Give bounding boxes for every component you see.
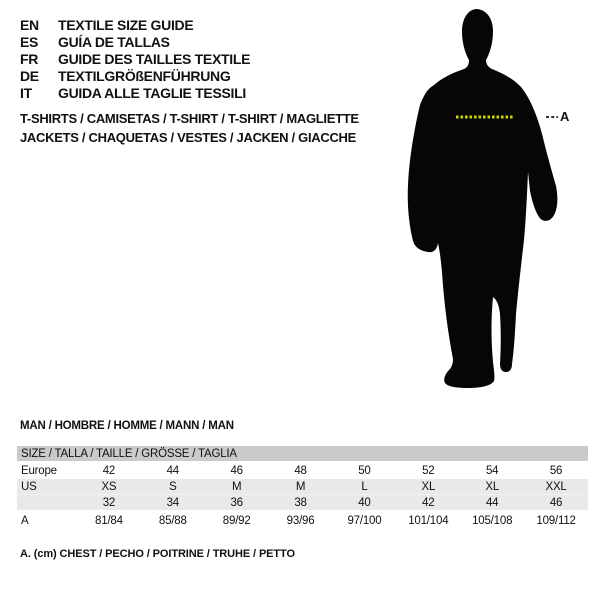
size-cell: 44 bbox=[141, 462, 205, 480]
size-cell: L bbox=[333, 479, 397, 495]
language-row-es bbox=[20, 34, 250, 51]
size-cell: 85/88 bbox=[141, 510, 205, 531]
size-cell: XS bbox=[77, 479, 141, 495]
size-cell: 50 bbox=[333, 462, 397, 480]
size-cell: 38 bbox=[269, 495, 333, 511]
size-cell: 56 bbox=[524, 462, 588, 480]
size-cell: XXL bbox=[524, 479, 588, 495]
category-jackets: JACKETS / CHAQUETAS / VESTES / JACKEN / GIACCHE bbox=[20, 130, 356, 145]
table-row-numeric bbox=[17, 495, 588, 511]
language-code: FR bbox=[20, 51, 39, 67]
man-silhouette bbox=[408, 9, 558, 388]
row-label: A bbox=[17, 510, 77, 531]
language-code: EN bbox=[20, 17, 39, 33]
language-code: DE bbox=[20, 68, 39, 84]
size-cell: 42 bbox=[396, 495, 460, 511]
size-cell: 101/104 bbox=[396, 510, 460, 531]
size-cell: XL bbox=[396, 479, 460, 495]
size-cell: 97/100 bbox=[333, 510, 397, 531]
size-cell: 42 bbox=[77, 462, 141, 480]
table-row-chest-cm bbox=[17, 510, 588, 531]
measurement-legend: A. (cm) CHEST / PECHO / POITRINE / TRUHE / PETTO bbox=[20, 548, 295, 560]
language-row-fr bbox=[20, 51, 250, 68]
row-label bbox=[17, 495, 77, 511]
size-cell: 34 bbox=[141, 495, 205, 511]
size-cell: S bbox=[141, 479, 205, 495]
size-cell: 81/84 bbox=[77, 510, 141, 531]
size-cell: M bbox=[269, 479, 333, 495]
language-code: IT bbox=[20, 85, 32, 101]
size-cell: 54 bbox=[460, 462, 524, 480]
table-row-europe bbox=[17, 462, 588, 480]
size-cell: 32 bbox=[77, 495, 141, 511]
size-cell: XL bbox=[460, 479, 524, 495]
row-label: Europe bbox=[17, 462, 77, 480]
size-cell: M bbox=[205, 479, 269, 495]
language-row-it bbox=[20, 85, 250, 102]
section-title: MAN / HOMBRE / HOMME / MANN / MAN bbox=[20, 420, 234, 432]
language-title: TEXTILGRÖßENFÜHRUNG bbox=[58, 68, 231, 84]
size-cell: 89/92 bbox=[205, 510, 269, 531]
size-cell: 109/112 bbox=[524, 510, 588, 531]
size-cell: 48 bbox=[269, 462, 333, 480]
language-code: ES bbox=[20, 34, 39, 50]
row-label: US bbox=[17, 479, 77, 495]
size-table-header: SIZE / TALLA / TAILLE / GRÖSSE / TAGLIA bbox=[17, 446, 588, 462]
size-cell: 93/96 bbox=[269, 510, 333, 531]
size-cell: 52 bbox=[396, 462, 460, 480]
language-title: TEXTILE SIZE GUIDE bbox=[58, 17, 194, 33]
language-row-en bbox=[20, 17, 250, 34]
language-title: GUÍA DE TALLAS bbox=[58, 34, 170, 50]
size-table bbox=[17, 446, 588, 531]
language-row-de bbox=[20, 68, 250, 85]
language-list bbox=[20, 17, 250, 102]
category-tshirts: T-SHIRTS / CAMISETAS / T-SHIRT / T-SHIRT / MAGLIETTE bbox=[20, 111, 359, 126]
size-cell: 40 bbox=[333, 495, 397, 511]
language-title: GUIDE DES TAILLES TEXTILE bbox=[58, 51, 251, 67]
size-cell: 46 bbox=[205, 462, 269, 480]
garment-categories bbox=[20, 109, 359, 147]
size-cell: 46 bbox=[524, 495, 588, 511]
size-table-header-row bbox=[17, 446, 588, 462]
language-title: GUIDA ALLE TAGLIE TESSILI bbox=[58, 85, 246, 101]
size-cell: 105/108 bbox=[460, 510, 524, 531]
measure-label-a: A bbox=[560, 109, 570, 124]
size-cell: 36 bbox=[205, 495, 269, 511]
size-cell: 44 bbox=[460, 495, 524, 511]
table-row-us bbox=[17, 479, 588, 495]
